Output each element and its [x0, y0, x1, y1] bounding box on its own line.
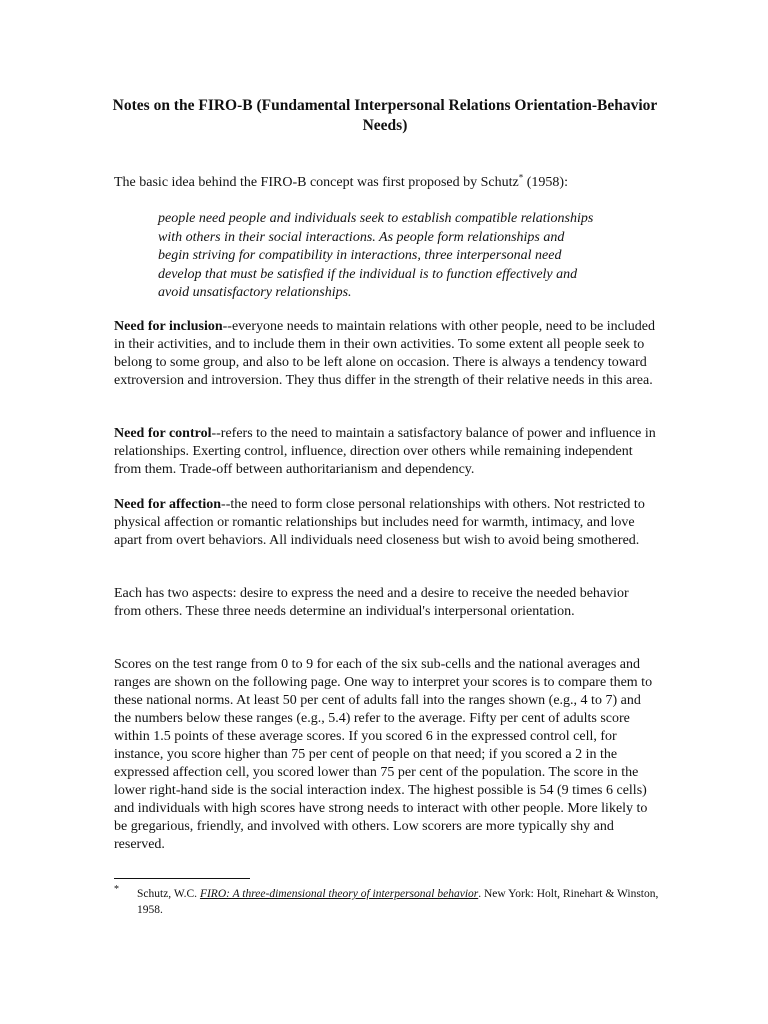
affection-text: --the need to form close personal relationships with others. Not restricted to physical affection or romantic relationships but includes need for warmth, intimacy, and love apart from overt behaviors. All individuals need closeness but wish to avoid being smothered. — [114, 497, 645, 548]
affection-term: Need for affection — [114, 497, 222, 512]
footnote-author: Schutz, W.C. — [137, 888, 200, 900]
footnote-divider — [114, 878, 250, 879]
footnote-book-title: FIRO: A three-dimensional theory of interpersonal behavior — [199, 888, 479, 900]
affection-paragraph — [114, 496, 659, 550]
intro-text: The basic idea behind the FIRO-B concept was first proposed by Schutz — [114, 175, 519, 190]
intro-paragraph — [114, 174, 659, 192]
control-term: Need for control — [114, 426, 212, 441]
footnote-reference: * — [518, 172, 524, 183]
block-quote: people need people and individuals seek to establish compatible relationships with others in their social interactions. As people form relationships and begin striving for compatibility in interactions, three interpersonal need develop that must be satisfied if the individual is to function effectively and avoid unsatisfactory relationships. — [158, 211, 594, 300]
page-title: Notes on the FIRO-B (Fundamental Interpersonal Relations Orientation-Behavior Needs) — [112, 97, 658, 134]
inclusion-paragraph — [114, 318, 659, 390]
control-paragraph — [114, 425, 659, 479]
footnote-mark: * — [114, 884, 119, 895]
scores-paragraph: Scores on the test range from 0 to 9 for each of the six sub-cells and the national averages and ranges are shown on the following page. One way to interpret your scores is to compare them to these national norms. At least 50 per cent of adults fall into the ranges shown (e.g., 4 to 7) and the numbers below these ranges (e.g., 5.4) refer to the average. Fifty per cent of adults score within 1.5 points of these average scores. If you scored 6 in the expressed control cell, for instance, you score higher than 75 per cent of people on that need; if you scored a 2 in the expressed affection cell, you scored lower than 75 per cent of the population. The score in the lower right-hand side is the social interaction index. The highest possible is 54 (9 times 6 cells) and individuals with high scores have strong needs to interact with other people. More likely to be gregarious, friendly, and involved with others. Low scorers are more typically shy and reserved. — [114, 657, 653, 852]
aspects-paragraph: Each has two aspects: desire to express the need and a desire to receive the needed behavior from others. These three needs determine an individual's interpersonal orientation. — [114, 586, 629, 619]
footnote-publisher: . New York: Holt, Rinehart & Winston, 1958. — [137, 888, 659, 916]
control-text: --refers to the need to maintain a satisfactory balance of power and influence in relationships. Exerting control, influence, direction over others while remaining independent from them. Trade-off between authoritarianism and dependency. — [114, 426, 656, 477]
inclusion-term: Need for inclusion — [114, 319, 223, 334]
inclusion-text: --everyone needs to maintain relations with other people, need to be included in their activities, and to include them in their own activities. To some extent all people seek to belong to some group, and also to be left alone on occasion. There is always a tendency toward extroversion and introversion. They thus differ in the strength of their relative needs in this area. — [114, 319, 655, 388]
footnote-text — [137, 886, 662, 918]
intro-year: (1958): — [523, 175, 568, 190]
